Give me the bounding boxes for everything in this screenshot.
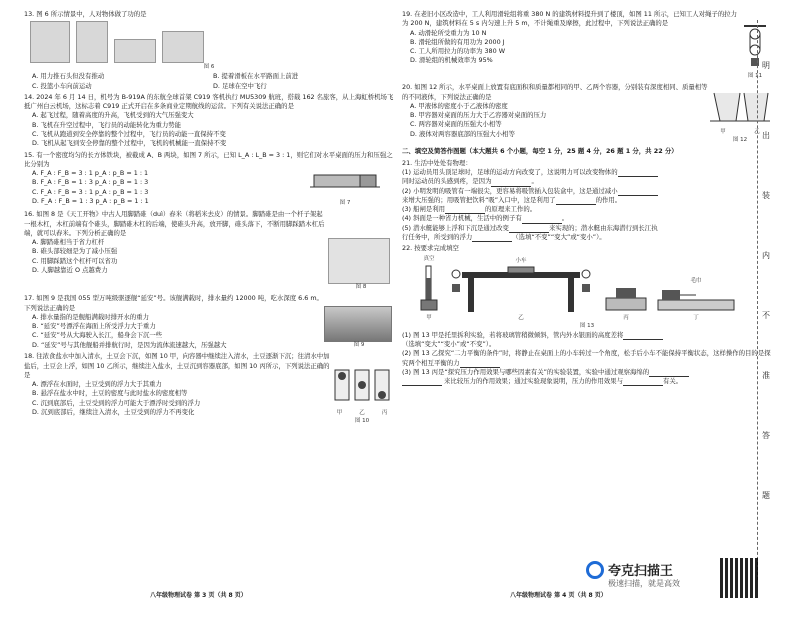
photo-football	[162, 31, 204, 63]
beakers-diagram	[331, 366, 393, 406]
quark-logo-icon	[586, 561, 604, 579]
left-page	[24, 10, 394, 427]
option-d[interactable]: D. 人脚越靠近 O 点越费力	[32, 266, 108, 274]
figure-11: 图 11	[738, 10, 772, 81]
option-c[interactable]: C. 沉到底部后，土豆受到的浮力可能大于漂浮时受到的浮力	[32, 398, 201, 407]
option-d[interactable]: D. “延安”号与其他舰船并排航行时，是因为流体流速越大，压强越大	[32, 340, 227, 349]
option-d[interactable]: D. 沉到底部后，继续注入清水，土豆受到的浮力不再变化	[32, 407, 195, 416]
blank-line: (3) 船闸是利用 的原理来工作的。	[402, 205, 537, 214]
blank-line: 行任务中，所受到的浮力 （选填“不变”“变大”或“变小”）。	[402, 233, 606, 241]
answer-blank[interactable]	[491, 180, 531, 187]
blank-line: (1) 图 13 甲是托里拆利实验，若将玻璃管稍微倾斜，管内外水银面的高度差将	[402, 331, 772, 340]
iron-block-diagram	[310, 169, 380, 197]
blank-line: (2) 图 13 乙探究“二力平衡的条件”时，将静止在桌面上的小车转过一个角度，松手后小车不能保持平衡状态，这样操作的目的是探究两个相互平衡的力	[402, 349, 771, 367]
section-heading: 二、填空及简答作图题（本大题共 6 个小题，每空 1 分，25 题 4 分，26 题 1 分，共 22 分）	[402, 147, 678, 156]
question-20	[402, 83, 772, 144]
figure-12: 甲 乙 图 12	[708, 83, 772, 144]
option-d[interactable]: D. 滑轮组的机械效率为 95%	[410, 56, 493, 65]
question-stem: 22. 按要求完成填空	[402, 244, 459, 253]
figure-9: 图 9	[324, 294, 394, 350]
option-b[interactable]: B. 悬浮在盐水中时，土豆的密度与此时盐水的密度相等	[32, 389, 188, 398]
question-stem: 20. 如图 12 所示，水平桌面上放置有底面积和质量都相同的甲、乙两个容器，分别装有深度相同、质量相等的不同液体，下列说法正确的是	[402, 83, 708, 101]
option-c[interactable]: C. “延安”号从大海驶入长江，船身会下沉一些	[32, 331, 163, 340]
question-22	[402, 244, 772, 386]
question-stem: 16. 如图 8 是《天工开物》中古人用脚踏碓（duì）舂米（将稻米去皮）的情景。脚踏碓是由一个杆子架起一根木杠，木杠前端有个碓头，脚踏碓木杠的后端，使碓头升高，放开脚，碓头落下，不断用脚踩踏木杠后端，就可以舂米。下列分析正确的是	[24, 210, 325, 237]
figure-caption: 图 6	[203, 64, 215, 71]
option-c[interactable]: C. F_A : F_B = 3 : 1 p_A : p_B = 1 : 3	[32, 187, 149, 196]
option-a[interactable]: A. 动滑轮所受重力为 10 N	[410, 28, 487, 37]
blank-line: （选填“变大”“变小”或“不变”）。	[402, 340, 496, 349]
right-page	[402, 10, 772, 388]
binding-margin: 明 出 装 内 不 准 答 题	[757, 20, 778, 580]
option-b[interactable]: B. 飞机在升空过程中，飞行员的动能转化为重力势能	[32, 120, 182, 129]
answer-blank[interactable]	[556, 198, 596, 205]
option-d[interactable]: D. 液体对两容器底部的压强大小相等	[410, 129, 515, 138]
answer-blank[interactable]	[623, 379, 663, 386]
option-c[interactable]: C. 飞机从跑道到安全停靠的整个过程中，飞行员的动能一直保持不变	[32, 129, 226, 138]
question-17	[24, 294, 394, 350]
question-14	[24, 93, 394, 149]
option-d[interactable]: D. F_A : F_B = 1 : 3 p_A : p_B = 1 : 1	[32, 196, 149, 205]
option-a[interactable]: A. F_A : F_B = 3 : 1 p_A : p_B = 1 : 1	[32, 169, 149, 178]
figure-10: 甲 乙 丙 图 10	[330, 352, 394, 425]
blank-line: (4) 斜面是一种省力机械，生活中的例子有 。	[402, 214, 569, 223]
answer-blank[interactable]	[402, 379, 442, 386]
option-b[interactable]: B. F_A : F_B = 1 : 3 p_A : p_B = 1 : 3	[32, 178, 149, 187]
figure-6	[30, 21, 394, 63]
figure-caption: 图 13	[579, 322, 595, 329]
option-c[interactable]: C. 工人所用拉力的功率为 380 W	[410, 47, 506, 56]
blank-line: (5) 潜水艇能够上浮和下沉是通过改变 来实现的；潜水艇由东海潜行到长江执	[402, 223, 658, 232]
question-stem: 14. 2024 年 6 月 14 日，机号为 B-919A 的东航全球首架 C919 客机执行 MU5309 航班，搭载 162 名旅客，从上海虹桥机场飞抵广州白云机场，这标志着 C919 正式开启在多条商业定期航线的运营。下列有关说法正确的是	[24, 92, 394, 111]
photo-cart	[114, 39, 156, 63]
page-footer-4: 八年级物理试卷 第 4 页（共 8 页）	[510, 592, 607, 599]
illustration-tilt-hammer	[328, 238, 390, 284]
question-stem: 19. 在老旧小区改造中，工人利用滑轮组将重 380 N 的建筑材料提升到了楼顶，如图 11 所示，已知工人对绳子的拉力为 200 N，建筑材料在 5 s 内匀速上升 5 m，不计绳重及摩擦，此过程中，下列说法正确的是	[402, 10, 738, 28]
photo-skateboard	[76, 21, 108, 63]
answer-blank[interactable]	[623, 333, 663, 340]
option-b[interactable]: B. 甲容器对桌面的压力大于乙容器对桌面的压力	[410, 111, 547, 120]
blank-line: (1) 运动员用头顶足球时，足球的运动方向改变了，这说明力可以改变物体的	[402, 168, 772, 177]
question-stem: 21. 生活中处处有物理：	[402, 158, 472, 167]
option-d[interactable]: D. 飞机从起飞到安全停靠的整个过程中，飞机的机械能一直保持不变	[32, 139, 227, 148]
figure-8: 图 8	[328, 210, 394, 292]
option-a[interactable]: A. 排水量指的是舰船满载时排开水的重力	[32, 312, 149, 321]
option-b[interactable]: B. “延安”号漂浮在海面上所受浮力大于重力	[32, 322, 156, 331]
torricelli-tube	[420, 264, 438, 312]
question-stem: 15. 有一个密度均匀的长方体铁块，被截成 A、B 两块，如图 7 所示，已知 L_A : L_B = 3 : 1，则它们对水平桌面的压力和压强之比分别为	[24, 150, 393, 168]
question-19	[402, 10, 772, 81]
figure-13: 真空 甲 小车 乙 丙 毛巾 丁	[420, 256, 772, 323]
option-c[interactable]: C. 用脚踩踏这个杠杆可以省功	[32, 256, 118, 265]
two-force-table	[446, 266, 596, 312]
option-c[interactable]: C. 两容器对桌面的压强大小相等	[410, 120, 502, 129]
blank-line: (2) 小明发明的吸管有一端很尖，更容易将吸管插入包装盒中，这是通过减小	[402, 187, 772, 196]
answer-blank[interactable]	[460, 361, 500, 368]
question-15	[24, 151, 394, 209]
option-a[interactable]: A. 起飞过程，随着高度的升高，飞机受到的大气压强变大	[32, 111, 194, 120]
question-stem: 18. 往浓食盐水中加入清水，土豆会下沉，如图 10 甲，向容器中继续注入清水，土豆逐渐下沉；往清水中加盐后，土豆会上浮，如图 10 乙所示，继续注入盐水，土豆沉到容器底部，如图 10 丙所示，下列说法正确的是	[24, 352, 330, 379]
blank-line: 来增大压强的；用吸管把饮料“吸”入口中，这是利用了 的作用。	[402, 195, 622, 204]
question-13	[24, 10, 394, 91]
option-a[interactable]: A. 用力推石头但没有推动	[32, 72, 105, 81]
option-d[interactable]: D. 足球在空中飞行	[213, 81, 267, 90]
qr-code-icon[interactable]	[720, 558, 760, 598]
photo-destroyer	[324, 306, 392, 342]
scanner-watermark: 夸克扫描王 极速扫描，就是高效	[586, 560, 673, 579]
answer-blank[interactable]	[618, 170, 658, 177]
friction-towel	[656, 286, 736, 312]
photo-pushing-stone	[30, 21, 70, 63]
blank-line: 同时运动员的头感到疼，是因为 。	[402, 177, 538, 186]
blank-line: 来比较压力的作用效果；通过实验现象说明，压力的作用效果与 有关。	[402, 377, 772, 386]
figure-7: 图 7	[310, 169, 380, 208]
answer-blank[interactable]	[509, 226, 549, 233]
option-b[interactable]: B. 提着滑板在水平路面上前进	[213, 72, 299, 81]
option-a[interactable]: A. 脚踏碓相当于省力杠杆	[32, 238, 105, 247]
page-footer-3: 八年级物理试卷 第 3 页（共 8 页）	[150, 592, 247, 599]
question-21	[402, 159, 772, 243]
blank-line: (3) 图 13 丙是“探究压力作用效果与哪些因素有关”的实验装置，实验中通过观察海绵的	[402, 368, 772, 377]
pressure-sponge-a	[604, 282, 648, 312]
option-b[interactable]: B. 碓头部较细是为了减小压强	[32, 247, 118, 256]
option-a[interactable]: A. 甲液体的密度小于乙液体的密度	[410, 101, 508, 110]
option-c[interactable]: C. 投篮小车向前运动	[32, 81, 92, 90]
option-a[interactable]: A. 漂浮在水面时，土豆受到的浮力大于其重力	[32, 380, 162, 389]
option-b[interactable]: B. 滑轮组所做的有用功为 2000 J	[410, 37, 505, 46]
question-18	[24, 352, 394, 425]
answer-blank[interactable]	[522, 217, 562, 224]
question-stem: 13. 图 6 所示情景中，人对物体做了功的是	[24, 10, 147, 18]
answer-blank[interactable]	[618, 189, 658, 196]
answer-blank[interactable]	[472, 235, 512, 242]
question-16	[24, 210, 394, 292]
question-stem: 17. 如图 9 是我国 055 型万吨级驱逐舰“延安”号。该舰满载时，排水量约 12000 吨，吃水深度 6.6 m。下列说法正确的是	[24, 294, 323, 312]
